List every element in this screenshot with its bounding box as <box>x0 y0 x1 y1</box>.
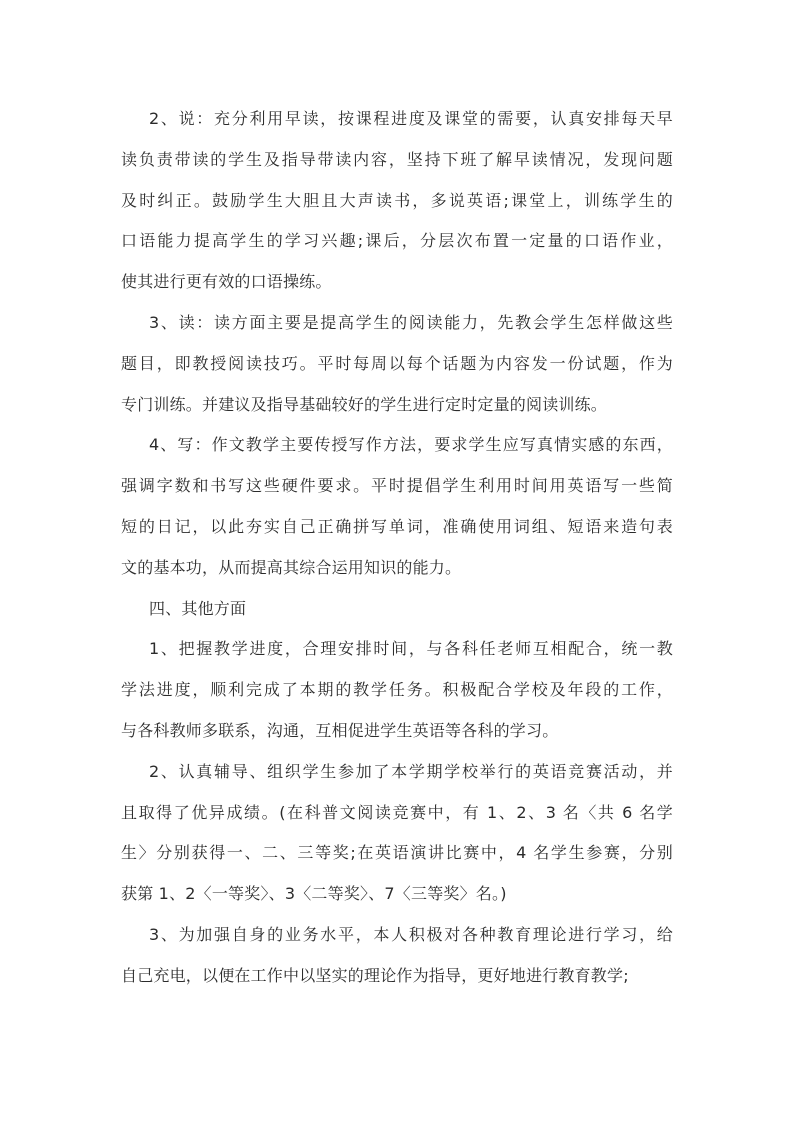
text-line: 3、为加强自身的业务水平，本人积极对各种教育理论进行学习，给 <box>149 924 673 944</box>
text-line: 3、读：读方面主要是提高学生的阅读能力，先教会学生怎样做这些 <box>149 312 673 332</box>
text-line: 获第 1、2〈一等奖〉、3〈二等奖〉、7〈三等奖〉名。) <box>121 884 507 904</box>
text-line: 读负责带读的学生及指导带读内容，坚持下班了解早读情况，发现问题 <box>121 149 673 169</box>
document-page <box>121 99 673 997</box>
text-line: 学法进度，顺利完成了本期的教学任务。积极配合学校及年段的工作， <box>121 680 673 700</box>
text-line: 生〉分别获得一、二、三等奖;在英语演讲比赛中，4 名学生参赛，分别 <box>121 843 673 863</box>
text-line: 题目，即教授阅读技巧。平时每周以每个话题为内容发一份试题，作为 <box>121 353 673 373</box>
paragraph-progress <box>121 629 673 751</box>
paragraph-reading <box>121 303 673 425</box>
text-line: 2、说：充分利用早读，按课程进度及课堂的需要，认真安排每天早 <box>149 109 673 128</box>
text-line: 4、写：作文教学主要传授写作方法，要求学生应写真情实感的东西， <box>149 435 673 455</box>
text-line: 文的基本功，从而提高其综合运用知识的能力。 <box>121 557 462 577</box>
section-heading: 四、其他方面 <box>149 598 247 618</box>
text-line: 且取得了优异成绩。(在科普文阅读竞赛中，有 1、2、3 名〈共 6 名学 <box>121 802 673 822</box>
paragraph-self-study <box>121 915 673 997</box>
text-line: 2、认真辅导、组织学生参加了本学期学校举行的英语竞赛活动，并 <box>149 761 673 781</box>
text-line: 专门训练。并建议及指导基础较好的学生进行定时定量的阅读训练。 <box>121 394 608 414</box>
paragraph-speaking <box>121 99 673 303</box>
paragraph-competition <box>121 752 673 915</box>
text-line: 口语能力提高学生的学习兴趣;课后，分层次布置一定量的口语作业， <box>121 231 673 251</box>
text-line: 自己充电，以便在工作中以坚实的理论作为指导，更好地进行教育教学; <box>121 965 629 985</box>
text-line: 强调字数和书写这些硬件要求。平时提倡学生利用时间用英语写一些简 <box>121 476 673 496</box>
text-line: 与各科教师多联系，沟通，互相促进学生英语等各科的学习。 <box>121 720 559 740</box>
paragraph-writing <box>121 425 673 588</box>
section-heading-other <box>121 589 673 630</box>
text-line: 使其进行更有效的口语操练。 <box>121 272 332 292</box>
text-line: 1、把握教学进度，合理安排时间，与各科任老师互相配合，统一教 <box>149 639 673 659</box>
text-line: 短的日记，以此夯实自己正确拼写单词，准确使用词组、短语来造句表 <box>121 516 673 536</box>
text-line: 及时纠正。鼓励学生大胆且大声读书，多说英语;课堂上，训练学生的 <box>121 190 673 210</box>
